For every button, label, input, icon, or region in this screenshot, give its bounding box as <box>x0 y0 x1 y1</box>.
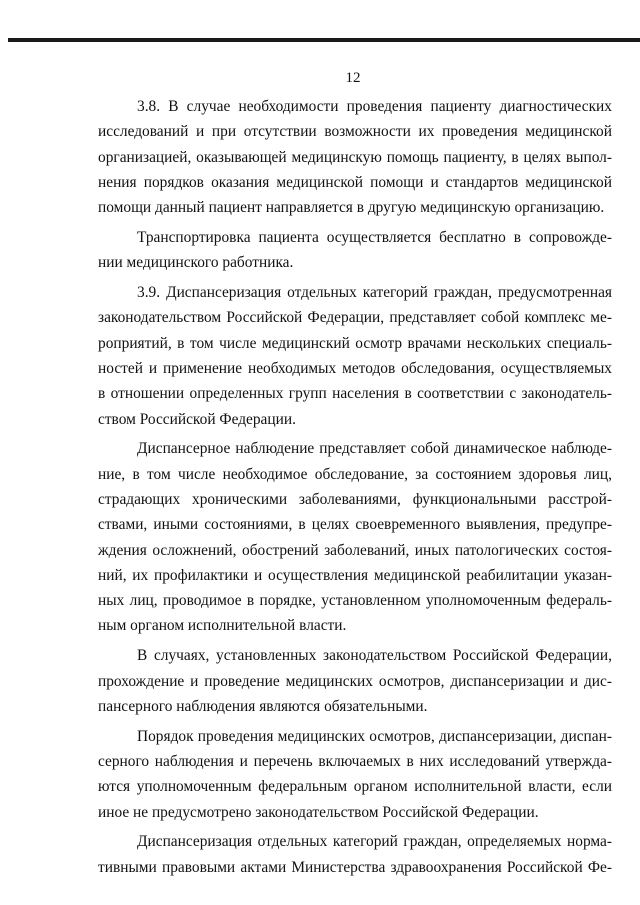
paragraph <box>98 225 612 276</box>
paragraph <box>98 436 612 638</box>
page-number: 12 <box>345 70 361 86</box>
text-line: ждения осложнений, обострений заболеваний, иных патологических состоя- <box>98 541 612 559</box>
text-line: организацией, оказывающей медицинскую помощь пациенту, в целях выпол- <box>98 148 612 166</box>
document-body <box>98 94 612 884</box>
text-line: в отношении определенных групп населения в соответствии с законодатель- <box>98 385 612 403</box>
paragraph <box>98 280 612 432</box>
text-line: прохождение и проведение медицинских осмотров, диспансеризации и дис- <box>98 672 612 690</box>
text-line: нения порядков оказания медицинской помощи и стандартов медицинской <box>98 173 612 191</box>
header-rule <box>8 38 640 42</box>
paragraph <box>98 643 612 719</box>
text-line: Порядок проведения медицинских осмотров, диспансеризации, диспан- <box>137 727 612 745</box>
text-line: серного наблюдения и перечень включаемых в них исследований утвержда- <box>98 752 612 770</box>
text-line: Диспансерное наблюдение представляет собой динамическое наблюде- <box>137 440 612 458</box>
text-line: ностей и применение необходимых методов обследования, осуществляемых <box>98 359 612 377</box>
text-line: Транспортировка пациента осуществляется бесплатно в сопровожде- <box>137 228 612 246</box>
text-line: тивными правовыми актами Министерства здравоохранения Российской Фе- <box>98 858 612 876</box>
text-line: пансерного наблюдения являются обязательными. <box>98 697 428 715</box>
text-line: ствами, иными состояниями, в целях своевременного выявления, предупре- <box>98 516 612 534</box>
text-line: В случаях, установленных законодательством Российской Федерации, <box>137 647 612 665</box>
text-line: роприятий, в том числе медицинский осмотр врачами нескольких специаль- <box>98 334 612 352</box>
paragraph <box>98 829 612 880</box>
text-line: ние, в том числе необходимое обследование, за состоянием здоровья лиц, <box>98 465 612 483</box>
text-line: 3.9. Диспансеризация отдельных категорий граждан, предусмотренная <box>137 284 612 302</box>
text-line: законодательством Российской Федерации, представляет собой комплекс ме- <box>98 309 612 327</box>
paragraph <box>98 94 612 220</box>
text-line: ных лиц, проводимое в порядке, установленном уполномоченным федераль- <box>98 592 612 610</box>
text-line: ются уполномоченным федеральным органом исполнительной власти, если <box>98 778 612 796</box>
text-line: 3.8. В случае необходимости проведения пациенту диагностических <box>137 98 612 115</box>
text-line: иное не предусмотрено законодательством Российской Федерации. <box>98 803 539 821</box>
text-line: ний, их профилактики и осуществления медицинской реабилитации указан- <box>98 566 612 584</box>
text-line: Диспансеризация отдельных категорий граждан, определяемых норма- <box>137 833 612 851</box>
text-line: нии медицинского работника. <box>98 254 294 272</box>
paragraph <box>98 724 612 825</box>
text-line: ным органом исполнительной власти. <box>98 617 347 635</box>
text-line: ством Российской Федерации. <box>98 410 296 428</box>
text-line: исследований и при отсутствии возможности их проведения медицинской <box>98 123 612 141</box>
text-line: страдающих хроническими заболеваниями, функциональными расстрой- <box>98 490 612 508</box>
text-line: помощи данный пациент направляется в другую медицинскую организацию. <box>98 199 605 217</box>
